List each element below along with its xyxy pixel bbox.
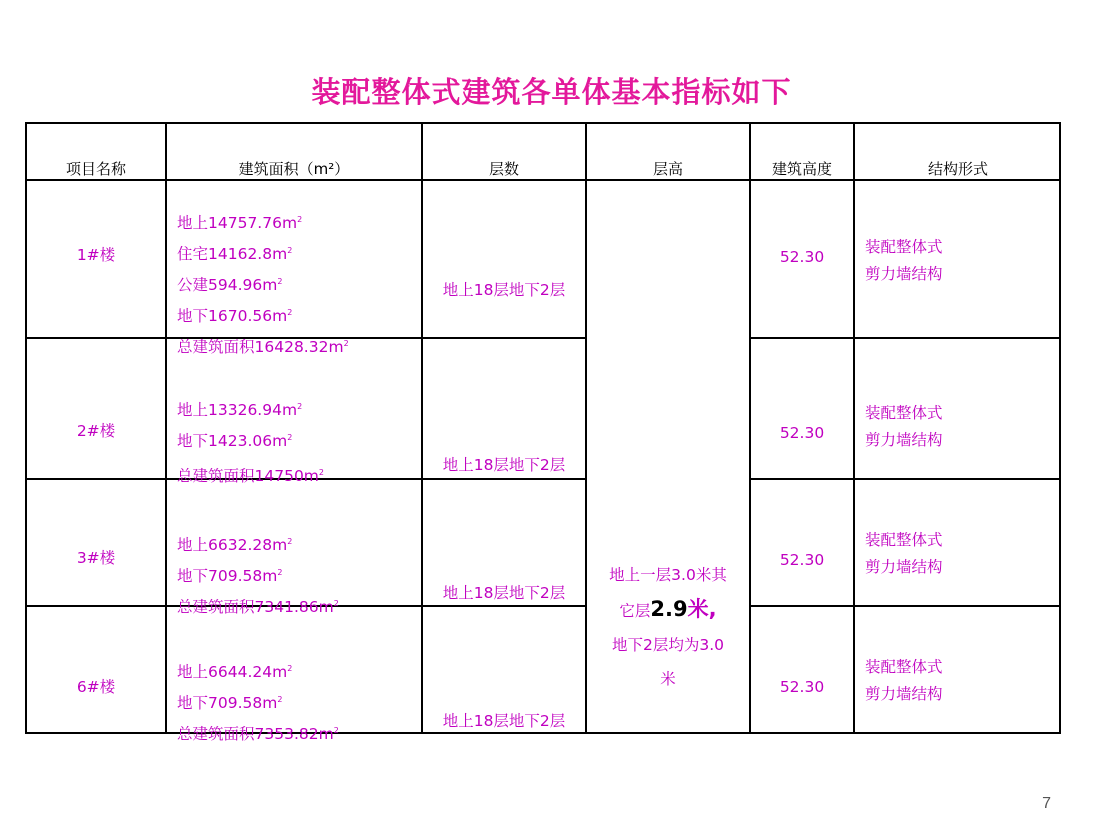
- area-line: 地下$1670.56m^2$: [177, 307, 293, 325]
- area-line: 地下$709.58m^2$: [177, 567, 283, 585]
- area-line: 总建筑面积$14750m^2$: [177, 467, 325, 485]
- area-line: 地上$6632.28m^2$: [177, 536, 293, 554]
- page-title: 装配整体式建筑各单体基本指标如下: [311, 75, 792, 109]
- row-1-height: 52.30: [779, 248, 825, 266]
- header-name: 项目名称: [65, 160, 126, 178]
- row-4-floors: 地上18层地下2层: [442, 712, 566, 730]
- row-2-name: 2#楼: [76, 422, 116, 440]
- row-2-area: [177, 393, 324, 490]
- header-area: 建筑面积（m²）: [238, 160, 350, 178]
- row-3-height: 52.30: [779, 551, 825, 569]
- row-1-area: [177, 206, 349, 361]
- row-3-area: [177, 528, 339, 621]
- row-1-structure: 装配整体式 剪力墙结构: [865, 238, 943, 283]
- row-4-area: [177, 655, 339, 748]
- area-line: 地上$13326.94m^2$: [177, 401, 303, 419]
- header-height: 建筑高度: [771, 160, 832, 178]
- row-2-height: 52.30: [779, 424, 825, 442]
- row-1-floors: 地上18层地下2层: [442, 281, 566, 299]
- area-line: 总建筑面积$7353.82m^2$: [177, 725, 339, 743]
- row-1-name: 1#楼: [76, 246, 116, 264]
- header-floors: 层数: [488, 160, 519, 178]
- row-3-floors: 地上18层地下2层: [442, 584, 566, 602]
- header-structure: 结构形式: [927, 160, 988, 178]
- area-line: 地上$14757.76m^2$: [177, 214, 303, 232]
- page-number: 7: [1042, 795, 1051, 812]
- row-2-floors: 地上18层地下2层: [442, 456, 566, 474]
- area-line: 地下$709.58m^2$: [177, 694, 283, 712]
- area-line: 总建筑面积$7341.86m^2$: [177, 598, 339, 616]
- area-line: 地上$6644.24m^2$: [177, 663, 293, 681]
- header-floor-height: 层高: [652, 160, 683, 178]
- indicator-table: [25, 122, 1061, 743]
- area-line: 总建筑面积$16428.32m^2$: [177, 338, 349, 356]
- row-4-height: 52.30: [779, 678, 825, 696]
- row-3-structure: 装配整体式 剪力墙结构: [865, 531, 943, 576]
- row-2-structure: 装配整体式 剪力墙结构: [865, 404, 943, 449]
- area-line: 公建$594.96m^2$: [177, 276, 283, 294]
- area-line: 住宅$14162.8m^2$: [177, 245, 293, 263]
- row-3-name: 3#楼: [76, 549, 116, 567]
- floor-height-merged: 地上一层3.0米其 它层2.9米, 地下2层均为3.0 米: [609, 566, 727, 688]
- row-4-structure: 装配整体式 剪力墙结构: [865, 658, 943, 703]
- area-line: 地下$1423.06m^2$: [177, 432, 293, 450]
- row-4-name: 6#楼: [76, 678, 116, 696]
